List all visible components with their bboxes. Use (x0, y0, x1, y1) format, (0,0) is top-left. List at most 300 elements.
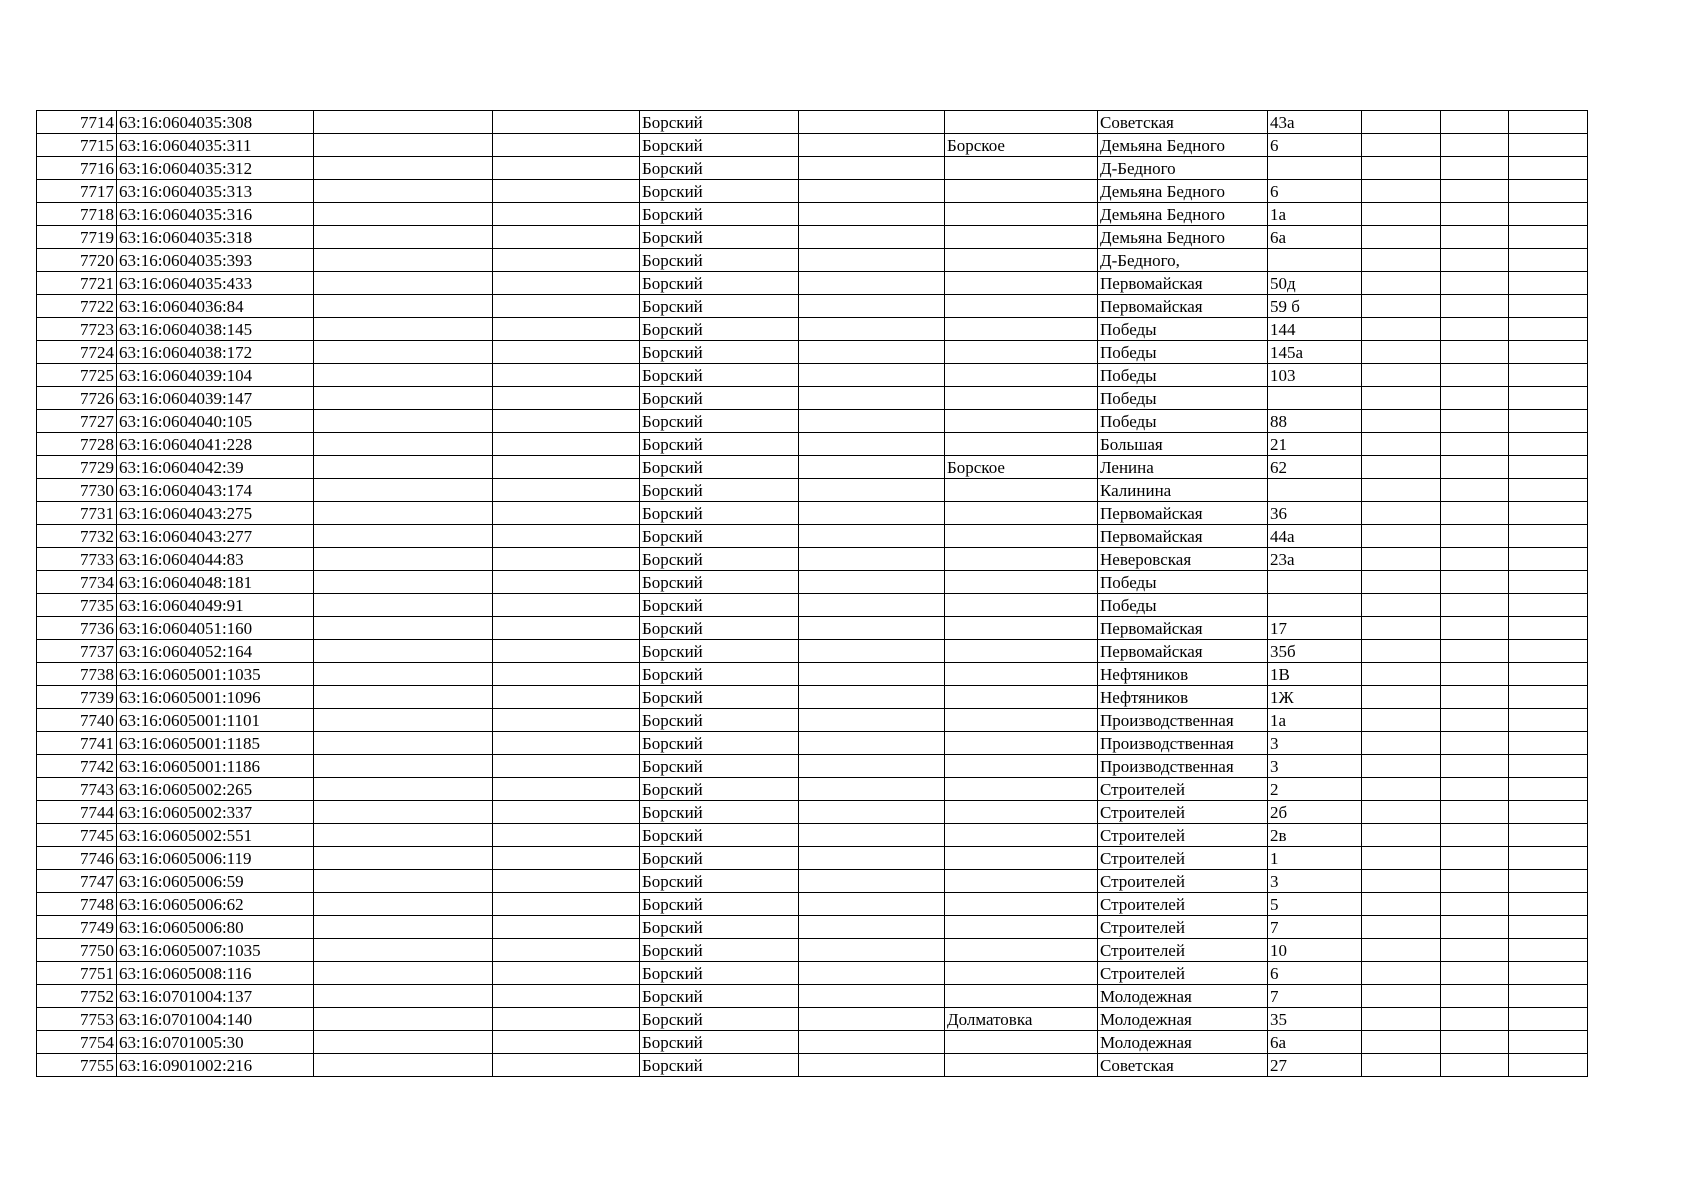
cadastral-number: 63:16:0605001:1035 (117, 663, 314, 686)
district: Борский (640, 1054, 799, 1077)
table-row (37, 1031, 1588, 1054)
empty-cell (493, 433, 640, 456)
district: Борский (640, 180, 799, 203)
empty-cell (493, 617, 640, 640)
street: Демьяна Бедного (1098, 226, 1268, 249)
empty-cell (799, 180, 945, 203)
table-row (37, 778, 1588, 801)
empty-cell (493, 318, 640, 341)
row-number: 7751 (37, 962, 117, 985)
settlement (945, 640, 1098, 663)
empty-cell (1441, 364, 1509, 387)
settlement (945, 709, 1098, 732)
empty-cell (1362, 1008, 1441, 1031)
settlement (945, 916, 1098, 939)
empty-cell (799, 226, 945, 249)
empty-cell (1362, 180, 1441, 203)
house-number: 35б (1268, 640, 1362, 663)
empty-cell (799, 801, 945, 824)
empty-cell (493, 778, 640, 801)
house-number: 3 (1268, 732, 1362, 755)
house-number (1268, 479, 1362, 502)
settlement (945, 479, 1098, 502)
empty-cell (799, 479, 945, 502)
settlement (945, 295, 1098, 318)
empty-cell (314, 916, 493, 939)
empty-cell (493, 663, 640, 686)
district: Борский (640, 594, 799, 617)
table-row (37, 870, 1588, 893)
empty-cell (1362, 640, 1441, 663)
house-number (1268, 157, 1362, 180)
empty-cell (493, 272, 640, 295)
empty-cell (1441, 1031, 1509, 1054)
house-number: 62 (1268, 456, 1362, 479)
street: Ленина (1098, 456, 1268, 479)
empty-cell (799, 525, 945, 548)
cadastral-number: 63:16:0604039:147 (117, 387, 314, 410)
empty-cell (1509, 479, 1588, 502)
empty-cell (1362, 939, 1441, 962)
empty-cell (493, 1008, 640, 1031)
empty-cell (1509, 893, 1588, 916)
row-number: 7716 (37, 157, 117, 180)
register-table (36, 110, 1588, 1077)
empty-cell (1441, 456, 1509, 479)
street: Производственная (1098, 709, 1268, 732)
district: Борский (640, 916, 799, 939)
street: Строителей (1098, 962, 1268, 985)
empty-cell (799, 433, 945, 456)
empty-cell (799, 617, 945, 640)
district: Борский (640, 824, 799, 847)
table-row (37, 755, 1588, 778)
empty-cell (1509, 410, 1588, 433)
empty-cell (1441, 870, 1509, 893)
empty-cell (1362, 479, 1441, 502)
house-number: 6а (1268, 1031, 1362, 1054)
district: Борский (640, 548, 799, 571)
empty-cell (1509, 433, 1588, 456)
row-number: 7714 (37, 111, 117, 134)
empty-cell (1441, 640, 1509, 663)
empty-cell (493, 134, 640, 157)
empty-cell (314, 985, 493, 1008)
row-number: 7717 (37, 180, 117, 203)
table-row (37, 617, 1588, 640)
district: Борский (640, 870, 799, 893)
cadastral-number: 63:16:0604036:84 (117, 295, 314, 318)
district: Борский (640, 111, 799, 134)
cadastral-number: 63:16:0604035:433 (117, 272, 314, 295)
empty-cell (314, 686, 493, 709)
empty-cell (799, 870, 945, 893)
street: Молодежная (1098, 985, 1268, 1008)
cadastral-number: 63:16:0604035:316 (117, 203, 314, 226)
empty-cell (314, 157, 493, 180)
table-row (37, 686, 1588, 709)
empty-cell (1362, 157, 1441, 180)
empty-cell (1441, 801, 1509, 824)
street: Строителей (1098, 870, 1268, 893)
settlement: Борское (945, 134, 1098, 157)
house-number: 43а (1268, 111, 1362, 134)
district: Борский (640, 433, 799, 456)
empty-cell (314, 433, 493, 456)
table-row (37, 180, 1588, 203)
empty-cell (1441, 387, 1509, 410)
empty-cell (1441, 732, 1509, 755)
empty-cell (799, 939, 945, 962)
empty-cell (799, 663, 945, 686)
empty-cell (799, 594, 945, 617)
street: Строителей (1098, 916, 1268, 939)
row-number: 7730 (37, 479, 117, 502)
table-row (37, 157, 1588, 180)
empty-cell (799, 893, 945, 916)
cadastral-number: 63:16:0604048:181 (117, 571, 314, 594)
street: Нефтяников (1098, 663, 1268, 686)
empty-cell (799, 571, 945, 594)
street: Строителей (1098, 801, 1268, 824)
cadastral-number: 63:16:0605001:1186 (117, 755, 314, 778)
row-number: 7721 (37, 272, 117, 295)
empty-cell (314, 134, 493, 157)
settlement (945, 410, 1098, 433)
empty-cell (1362, 962, 1441, 985)
empty-cell (493, 571, 640, 594)
empty-cell (1441, 594, 1509, 617)
empty-cell (1441, 755, 1509, 778)
street: Первомайская (1098, 640, 1268, 663)
empty-cell (1362, 847, 1441, 870)
settlement (945, 985, 1098, 1008)
row-number: 7715 (37, 134, 117, 157)
street: Демьяна Бедного (1098, 203, 1268, 226)
table-row (37, 295, 1588, 318)
cadastral-number: 63:16:0604035:311 (117, 134, 314, 157)
street: Молодежная (1098, 1031, 1268, 1054)
empty-cell (314, 847, 493, 870)
settlement: Борское (945, 456, 1098, 479)
street: Победы (1098, 364, 1268, 387)
cadastral-number: 63:16:0605006:119 (117, 847, 314, 870)
district: Борский (640, 1008, 799, 1031)
row-number: 7738 (37, 663, 117, 686)
settlement (945, 870, 1098, 893)
table-row (37, 433, 1588, 456)
empty-cell (314, 732, 493, 755)
empty-cell (1509, 594, 1588, 617)
cadastral-number: 63:16:0605002:337 (117, 801, 314, 824)
house-number: 3 (1268, 870, 1362, 893)
empty-cell (1362, 686, 1441, 709)
row-number: 7731 (37, 502, 117, 525)
empty-cell (314, 341, 493, 364)
street: Д-Бедного, (1098, 249, 1268, 272)
empty-cell (314, 778, 493, 801)
empty-cell (493, 870, 640, 893)
street: Строителей (1098, 778, 1268, 801)
empty-cell (1362, 755, 1441, 778)
row-number: 7737 (37, 640, 117, 663)
empty-cell (799, 157, 945, 180)
district: Борский (640, 686, 799, 709)
empty-cell (1441, 272, 1509, 295)
street: Победы (1098, 594, 1268, 617)
district: Борский (640, 134, 799, 157)
row-number: 7720 (37, 249, 117, 272)
cadastral-number: 63:16:0604041:228 (117, 433, 314, 456)
empty-cell (1362, 1054, 1441, 1077)
empty-cell (1441, 134, 1509, 157)
house-number: 1а (1268, 203, 1362, 226)
empty-cell (799, 916, 945, 939)
settlement (945, 433, 1098, 456)
house-number: 17 (1268, 617, 1362, 640)
empty-cell (493, 548, 640, 571)
district: Борский (640, 985, 799, 1008)
empty-cell (1362, 364, 1441, 387)
table-row (37, 387, 1588, 410)
empty-cell (1441, 824, 1509, 847)
empty-cell (1362, 272, 1441, 295)
street: Демьяна Бедного (1098, 134, 1268, 157)
empty-cell (1362, 318, 1441, 341)
empty-cell (1509, 801, 1588, 824)
empty-cell (1362, 295, 1441, 318)
street: Победы (1098, 318, 1268, 341)
settlement (945, 755, 1098, 778)
house-number: 1Ж (1268, 686, 1362, 709)
district: Борский (640, 226, 799, 249)
table-body (37, 111, 1588, 1077)
empty-cell (1362, 341, 1441, 364)
street: Демьяна Бедного (1098, 180, 1268, 203)
empty-cell (314, 709, 493, 732)
settlement: Долматовка (945, 1008, 1098, 1031)
row-number: 7752 (37, 985, 117, 1008)
empty-cell (1509, 364, 1588, 387)
empty-cell (799, 709, 945, 732)
empty-cell (1509, 1008, 1588, 1031)
row-number: 7725 (37, 364, 117, 387)
empty-cell (1509, 525, 1588, 548)
empty-cell (314, 640, 493, 663)
street: Первомайская (1098, 525, 1268, 548)
empty-cell (493, 180, 640, 203)
street: Победы (1098, 571, 1268, 594)
empty-cell (1441, 1054, 1509, 1077)
house-number: 59 б (1268, 295, 1362, 318)
empty-cell (493, 111, 640, 134)
row-number: 7724 (37, 341, 117, 364)
district: Борский (640, 364, 799, 387)
empty-cell (1362, 134, 1441, 157)
empty-cell (799, 985, 945, 1008)
table-row (37, 111, 1588, 134)
empty-cell (314, 548, 493, 571)
empty-cell (1362, 709, 1441, 732)
table-row (37, 962, 1588, 985)
empty-cell (1362, 571, 1441, 594)
empty-cell (314, 525, 493, 548)
settlement (945, 502, 1098, 525)
row-number: 7727 (37, 410, 117, 433)
settlement (945, 387, 1098, 410)
district: Борский (640, 847, 799, 870)
empty-cell (1509, 709, 1588, 732)
empty-cell (1362, 410, 1441, 433)
cadastral-number: 63:16:0605001:1185 (117, 732, 314, 755)
settlement (945, 778, 1098, 801)
table-row (37, 1054, 1588, 1077)
house-number (1268, 594, 1362, 617)
empty-cell (314, 1008, 493, 1031)
empty-cell (1441, 203, 1509, 226)
empty-cell (493, 502, 640, 525)
empty-cell (1509, 755, 1588, 778)
street: Победы (1098, 387, 1268, 410)
table-row (37, 985, 1588, 1008)
empty-cell (1509, 985, 1588, 1008)
cadastral-number: 63:16:0604035:393 (117, 249, 314, 272)
empty-cell (493, 410, 640, 433)
district: Борский (640, 525, 799, 548)
house-number: 6 (1268, 180, 1362, 203)
table-row (37, 479, 1588, 502)
house-number: 35 (1268, 1008, 1362, 1031)
street: Первомайская (1098, 272, 1268, 295)
empty-cell (1509, 939, 1588, 962)
district: Борский (640, 939, 799, 962)
table-row (37, 663, 1588, 686)
empty-cell (1509, 226, 1588, 249)
empty-cell (1362, 249, 1441, 272)
empty-cell (493, 640, 640, 663)
empty-cell (1441, 525, 1509, 548)
cadastral-number: 63:16:0604042:39 (117, 456, 314, 479)
empty-cell (1441, 226, 1509, 249)
settlement (945, 341, 1098, 364)
settlement (945, 824, 1098, 847)
district: Борский (640, 387, 799, 410)
empty-cell (493, 226, 640, 249)
table-row (37, 525, 1588, 548)
empty-cell (799, 1054, 945, 1077)
empty-cell (493, 364, 640, 387)
district: Борский (640, 962, 799, 985)
settlement (945, 893, 1098, 916)
empty-cell (799, 272, 945, 295)
street: Первомайская (1098, 295, 1268, 318)
row-number: 7755 (37, 1054, 117, 1077)
table-row (37, 548, 1588, 571)
empty-cell (314, 824, 493, 847)
cadastral-number: 63:16:0901002:216 (117, 1054, 314, 1077)
settlement (945, 1054, 1098, 1077)
street: Неверовская (1098, 548, 1268, 571)
empty-cell (314, 870, 493, 893)
empty-cell (493, 916, 640, 939)
empty-cell (1441, 341, 1509, 364)
empty-cell (1509, 502, 1588, 525)
empty-cell (314, 295, 493, 318)
empty-cell (799, 962, 945, 985)
street: Строителей (1098, 847, 1268, 870)
table-row (37, 939, 1588, 962)
cadastral-number: 63:16:0604039:104 (117, 364, 314, 387)
empty-cell (799, 502, 945, 525)
empty-cell (493, 1031, 640, 1054)
empty-cell (1362, 732, 1441, 755)
street: Первомайская (1098, 502, 1268, 525)
row-number: 7740 (37, 709, 117, 732)
row-number: 7735 (37, 594, 117, 617)
empty-cell (1362, 203, 1441, 226)
row-number: 7733 (37, 548, 117, 571)
empty-cell (314, 364, 493, 387)
empty-cell (314, 180, 493, 203)
empty-cell (314, 1054, 493, 1077)
empty-cell (314, 617, 493, 640)
empty-cell (493, 594, 640, 617)
empty-cell (1509, 686, 1588, 709)
settlement (945, 686, 1098, 709)
empty-cell (799, 778, 945, 801)
empty-cell (1509, 778, 1588, 801)
empty-cell (1441, 502, 1509, 525)
district: Борский (640, 778, 799, 801)
empty-cell (799, 640, 945, 663)
settlement (945, 939, 1098, 962)
empty-cell (1362, 433, 1441, 456)
empty-cell (493, 387, 640, 410)
cadastral-number: 63:16:0605006:80 (117, 916, 314, 939)
empty-cell (493, 1054, 640, 1077)
empty-cell (314, 962, 493, 985)
row-number: 7742 (37, 755, 117, 778)
district: Борский (640, 502, 799, 525)
house-number (1268, 571, 1362, 594)
empty-cell (799, 1031, 945, 1054)
empty-cell (1441, 893, 1509, 916)
empty-cell (493, 939, 640, 962)
empty-cell (1362, 778, 1441, 801)
empty-cell (493, 479, 640, 502)
empty-cell (1509, 847, 1588, 870)
street: Строителей (1098, 939, 1268, 962)
table-row (37, 571, 1588, 594)
empty-cell (1362, 801, 1441, 824)
empty-cell (314, 226, 493, 249)
empty-cell (799, 824, 945, 847)
district: Борский (640, 617, 799, 640)
settlement (945, 111, 1098, 134)
table-row (37, 341, 1588, 364)
house-number: 88 (1268, 410, 1362, 433)
street: Строителей (1098, 893, 1268, 916)
empty-cell (799, 134, 945, 157)
empty-cell (1509, 962, 1588, 985)
empty-cell (314, 318, 493, 341)
row-number: 7728 (37, 433, 117, 456)
empty-cell (1509, 732, 1588, 755)
empty-cell (1509, 157, 1588, 180)
district: Борский (640, 249, 799, 272)
empty-cell (1509, 824, 1588, 847)
empty-cell (493, 893, 640, 916)
